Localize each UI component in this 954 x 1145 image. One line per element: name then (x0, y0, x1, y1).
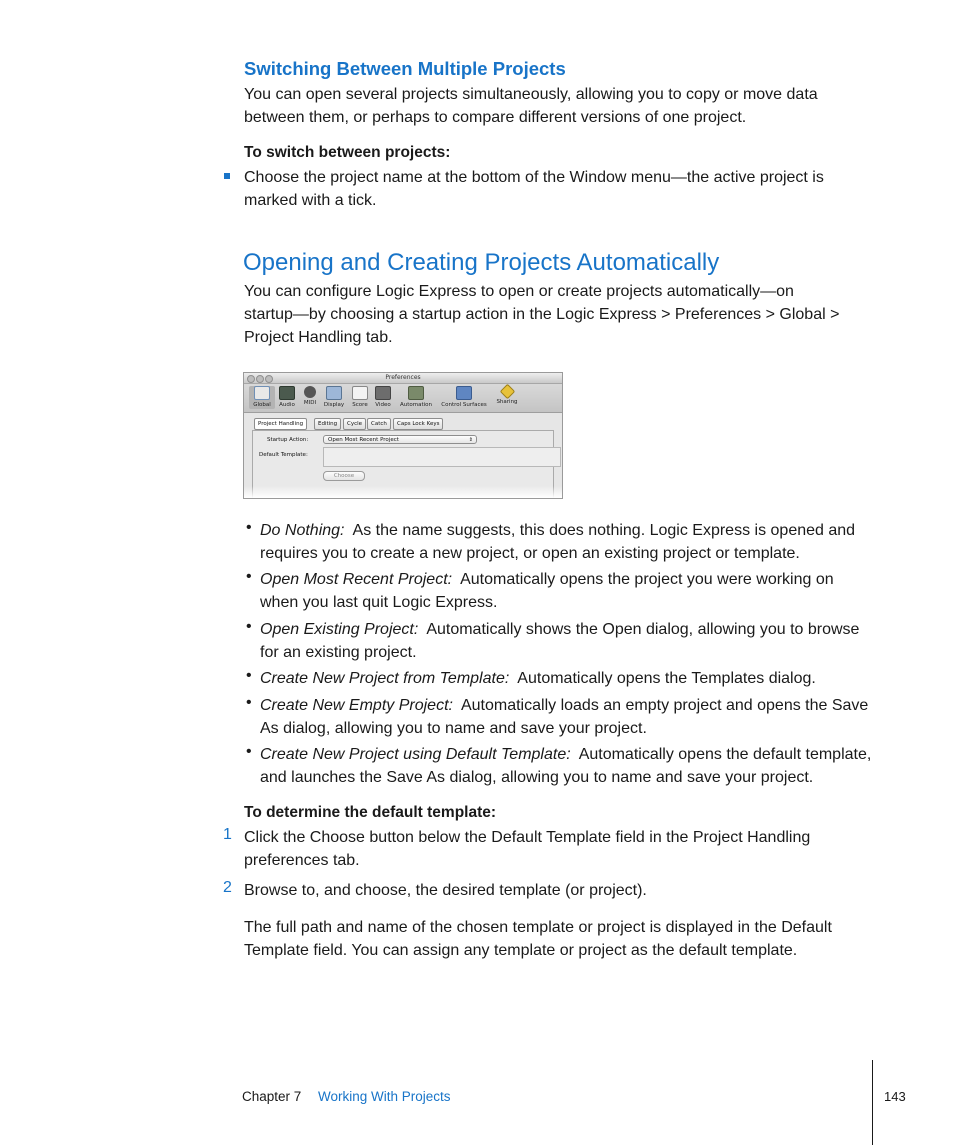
toolbar-label: Sharing (496, 399, 518, 405)
section-heading-opening: Opening and Creating Projects Automatically (243, 249, 720, 276)
toolbar-sharing-button[interactable] (494, 386, 520, 406)
paragraph-line: startup—by choosing a startup action in the Logic Express > Preferences > Global > (244, 306, 840, 323)
step-number: 1 (223, 826, 232, 843)
preferences-window-screenshot (243, 372, 563, 499)
tab-catch[interactable]: Catch (367, 418, 391, 430)
square-bullet-icon (224, 173, 230, 179)
option-term: Create New Project using Default Template: (260, 746, 571, 763)
step-number: 2 (223, 879, 232, 896)
toolbar-label: Control Surfaces (441, 402, 487, 408)
toolbar-label: Audio (279, 402, 295, 408)
option-term: Open Existing Project: (260, 621, 419, 638)
page-number: 143 (884, 1089, 906, 1104)
option-new-empty (260, 694, 868, 717)
toolbar-label: Display (323, 402, 345, 408)
toolbar-score-button[interactable] (349, 386, 371, 409)
toolbar-midi-button[interactable] (300, 386, 320, 407)
option-do-nothing (260, 519, 855, 542)
closing-line: Template field. You can assign any template or project as the default template. (244, 942, 798, 959)
toolbar-global-button[interactable] (249, 386, 275, 409)
section-heading-switching: Switching Between Multiple Projects (244, 58, 566, 79)
option-term: Create New Project from Template: (260, 670, 510, 687)
choose-button[interactable]: Choose (323, 471, 365, 481)
bullet-dot-icon: • (246, 694, 252, 711)
tab-caps-lock-keys[interactable]: Caps Lock Keys (393, 418, 443, 430)
option-desc: Automatically opens the Templates dialog. (517, 670, 816, 687)
tab-editing[interactable]: Editing (314, 418, 341, 430)
option-new-from-template (260, 667, 816, 690)
toolbar-label: Video (375, 402, 391, 408)
bullet-dot-icon: • (246, 743, 252, 760)
option-desc: Automatically shows the Open dialog, allowing you to browse (426, 621, 860, 638)
option-open-most-recent (260, 568, 834, 591)
toolbar-label: Score (352, 402, 368, 408)
toolbar-video-button[interactable] (373, 386, 393, 409)
midi-icon (304, 386, 316, 398)
automation-icon (408, 386, 424, 400)
bullet-dot-icon: • (246, 519, 252, 536)
option-desc-cont: when you last quit Logic Express. (260, 594, 498, 611)
footer-divider (872, 1060, 873, 1145)
bullet-dot-icon: • (246, 618, 252, 635)
preferences-toolbar (244, 384, 562, 413)
window-titlebar (244, 373, 562, 384)
startup-action-value: Open Most Recent Project (328, 437, 399, 443)
bullet-dot-icon: • (246, 667, 252, 684)
default-template-field (323, 447, 561, 467)
global-icon (254, 386, 270, 400)
task-title-default-template: To determine the default template: (244, 804, 497, 821)
option-desc: Automatically opens the default template, (578, 746, 872, 763)
footer-chapter-title[interactable]: Working With Projects (318, 1089, 451, 1104)
score-icon (352, 386, 368, 400)
audio-icon (279, 386, 295, 400)
toolbar-label: MIDI (303, 400, 317, 406)
toolbar-label: Global (253, 402, 271, 408)
bullet-dot-icon: • (246, 568, 252, 585)
option-desc-cont: for an existing project. (260, 644, 417, 661)
closing-line: The full path and name of the chosen template or project is displayed in the Default (244, 919, 832, 936)
toolbar-automation-button[interactable] (397, 386, 435, 409)
toolbar-label: Automation (399, 402, 433, 408)
window-title: Preferences (385, 374, 421, 381)
display-icon (326, 386, 342, 400)
default-template-label: Default Template: (259, 452, 308, 458)
option-term: Create New Empty Project: (260, 697, 453, 714)
option-desc: Automatically opens the project you were working on (460, 571, 834, 588)
step-line: Browse to, and choose, the desired template (or project). (244, 882, 647, 899)
paragraph-line: You can open several projects simultaneously, allowing you to copy or move data (244, 86, 818, 103)
video-icon (375, 386, 391, 400)
paragraph-line: between them, or perhaps to compare different versions of one project. (244, 109, 747, 126)
option-term: Open Most Recent Project: (260, 571, 453, 588)
startup-action-label: Startup Action: (267, 437, 309, 443)
option-desc-cont: As dialog, allowing you to name and save your project. (260, 720, 647, 737)
task-title-switch: To switch between projects: (244, 144, 451, 161)
toolbar-control-surfaces-button[interactable] (438, 386, 490, 409)
option-desc-cont: requires you to create a new project, or open an existing project or template. (260, 545, 800, 562)
tab-project-handling[interactable]: Project Handling (254, 418, 307, 430)
footer-chapter: Chapter 7 (242, 1089, 302, 1104)
toolbar-audio-button[interactable] (277, 386, 297, 409)
option-desc: Automatically loads an empty project and opens the Save (460, 697, 869, 714)
paragraph-line: Project Handling tab. (244, 329, 393, 346)
option-desc: As the name suggests, this does nothing. Logic Express is opened and (352, 522, 856, 539)
screenshot-fade (244, 486, 562, 498)
startup-action-select[interactable] (323, 435, 477, 444)
tab-cycle[interactable]: Cycle (343, 418, 366, 430)
bullet-line: Choose the project name at the bottom of the Window menu—the active project is (244, 169, 824, 186)
option-new-default-template (260, 743, 871, 766)
toolbar-display-button[interactable] (322, 386, 346, 409)
option-desc-cont: and launches the Save As dialog, allowing you to name and save your project. (260, 769, 814, 786)
option-open-existing (260, 618, 859, 641)
option-term: Do Nothing: (260, 522, 345, 539)
sharing-icon (499, 384, 515, 400)
chevron-updown-icon: ⇕ (468, 437, 473, 443)
bullet-line: marked with a tick. (244, 192, 377, 209)
step-line: Click the Choose button below the Default Template field in the Project Handling (244, 829, 811, 846)
control-surfaces-icon (456, 386, 472, 400)
paragraph-line: You can configure Logic Express to open or create projects automatically—on (244, 283, 794, 300)
step-line: preferences tab. (244, 852, 360, 869)
